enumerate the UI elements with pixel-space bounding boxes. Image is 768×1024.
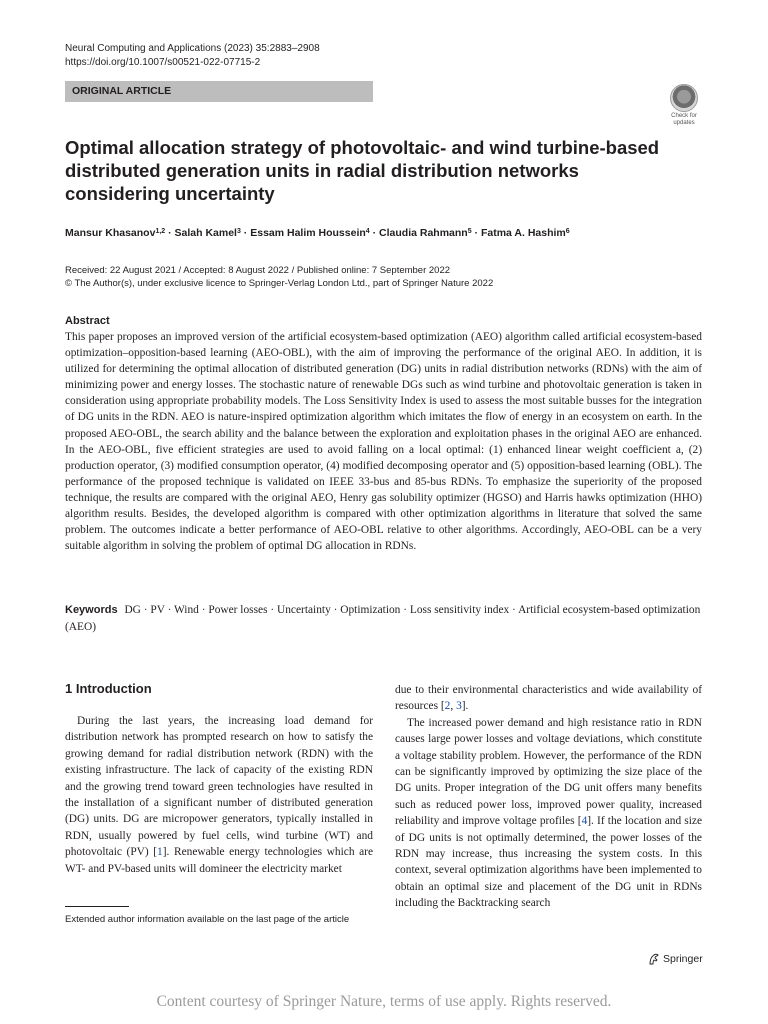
citation-separator: ,: [450, 700, 457, 713]
license-notice: © The Author(s), under exclusive licence to Springer-Verlag London Ltd., part of Springer Nature 2022: [65, 278, 494, 289]
author-list: [65, 226, 570, 240]
right-column: [395, 682, 702, 912]
paragraph-text: During the last years, the increasing load demand for distribution network has prompted research on how to satisfy the growing demand for radial distribution network (RDN) with the existing infrastructure. The lack of capacity of the existing RDN and the growing trend toward green technologies have resulted in the installation of a significant number of distributed generation (DG) units. DG are micropower generators, typically installed in RDN, usually powered by fuel cells, wind turbine (WT) and photovoltaic (PV) [: [65, 715, 373, 859]
paragraph-text: ]. If the location and size of DG units is not optimally determined, the power losses of the RDN may increase, thus increasing the system costs. In this context, several optimization algorithms have been implemented to obtain an optimal size and placement of the DG unit in RDNs including the Backtracking search: [395, 815, 703, 910]
keywords-block: [65, 602, 702, 636]
springer-horse-icon: [648, 953, 660, 965]
author-affiliation: 1,2: [155, 228, 166, 235]
paragraph: [395, 715, 702, 912]
citation-link[interactable]: 2: [444, 700, 451, 713]
paragraph-text: ]. Renewable energy technologies which are WT- and PV-based units will domineer the electricity market: [65, 846, 373, 875]
paragraph-text: ].: [461, 700, 469, 713]
author-separator: ·: [471, 227, 481, 239]
paragraph: [65, 713, 373, 877]
section-heading-introduction: 1 Introduction: [65, 681, 152, 696]
keywords-text: DG · PV · Wind · Power losses · Uncertainty · Optimization · Loss sensitivity index · Artificial ecosystem-based optimization (AEO): [65, 604, 701, 633]
courtesy-watermark: Content courtesy of Springer Nature, terms of use apply. Rights reserved.: [156, 993, 612, 1010]
author-separator: ·: [240, 227, 251, 239]
author-name[interactable]: Mansur Khasanov: [65, 227, 156, 239]
left-column: [65, 713, 373, 877]
citation-link[interactable]: 3: [456, 700, 462, 713]
publication-dates: Received: 22 August 2021 / Accepted: 8 August 2022 / Published online: 7 September 2022: [65, 265, 451, 276]
check-for-updates-icon: [670, 84, 698, 112]
doi-link[interactable]: https://doi.org/10.1007/s00521-022-07715-2: [65, 57, 261, 68]
author-name[interactable]: Claudia Rahmann: [379, 227, 468, 239]
paragraph-text: due to their environmental characteristics and wide availability of resources [: [395, 684, 702, 713]
author-affiliation: 5: [467, 228, 472, 235]
footnote-rule: [65, 906, 129, 907]
keywords-heading: Keywords: [65, 604, 118, 616]
paragraph-text: The increased power demand and high resistance ratio in RDN causes large power losses and voltage deviations, which constitute a voltage stability problem. However, the performance of the RDN can be significantly improved by optimizing the size place of the DG units. Proper integration of the DG unit offers many benefits such as reduced power loss, improved power quality, increased reliability and improve voltage profiles [: [395, 716, 702, 828]
abstract-text: This paper proposes an improved version of the artificial ecosystem-based optimization (AEO) algorithm called artificial ecosystem-based optimization–opposition-based learning (AEO-OBL), with the aim of improving the performance of the original AEO. In addition, it is utilized for determining the optimal allocation of distributed generation (DG) units in radial distribution networks (RDNs) with the aim of minimizing power and energy losses. The stochastic nature of renewable DGs such as wind turbine and photovoltaic generation is taken in consideration using appropriate probability models. The Loss Sensitivity Index is used to assess the most suitable busses for the integration of DG units in the RDN. AEO is nature-inspired optimization algorithm which imitates the flow of energy in an ecosystem on earth. In the proposed AEO-OBL, the search ability and the balance between the exploration and exploitation phases in the original AEO are enhanced. In the AEO-OBL, five efficient strategies are used to avoid falling on a local optimal: (1) enhanced linear weight coefficient a, (2) production operator, (3) modified consumption operator, (4) modified decomposing operator and (5) opposition-based learning (OBL). The performance of the proposed technique is validated on IEEE 33-bus and 85-bus RDNs. To emphasize the superiority of the proposed technique, the results are compared with the original AEO, Henry gas solubility optimizer (HGSO) and Harris hawks optimization (HHO) algorithm results. Besides, the developed algorithm is compared with other optimization algorithms in literature that solved the same problem. The outcomes indicate a better performance of AEO-OBL relative to other algorithms. Accordingly, AEO-OBL can be a very suitable algorithm in solving the problem of optimal DG allocation in RDNs.: [65, 331, 702, 553]
citation-link[interactable]: 1: [157, 846, 163, 859]
author-affiliation: 3: [236, 228, 241, 235]
paper-title: Optimal allocation strategy of photovoltaic- and wind turbine-based distributed generation units in radial distribution networks considering uncertainty: [65, 137, 660, 204]
author-name[interactable]: Fatma A. Hashim: [480, 227, 566, 239]
abstract-heading: Abstract: [65, 315, 110, 327]
check-for-updates-badge[interactable]: [666, 84, 702, 124]
publisher-logo: [648, 951, 703, 967]
footnote: Extended author information available on the last page of the article: [65, 914, 350, 925]
check-for-updates-label: Check for updates: [671, 113, 697, 126]
author-name[interactable]: Essam Halim Houssein: [250, 227, 366, 239]
author-affiliation: 4: [365, 228, 370, 235]
citation-link[interactable]: 4: [581, 815, 588, 828]
journal-citation: Neural Computing and Applications (2023) 35:2883–2908: [65, 43, 320, 54]
author-separator: ·: [369, 227, 380, 239]
author-separator: ·: [165, 227, 175, 239]
author-affiliation: 6: [565, 228, 570, 235]
paragraph: [395, 682, 702, 715]
publisher-name: Springer: [663, 953, 703, 965]
article-type-banner: ORIGINAL ARTICLE: [65, 81, 373, 102]
author-name[interactable]: Salah Kamel: [174, 227, 237, 239]
